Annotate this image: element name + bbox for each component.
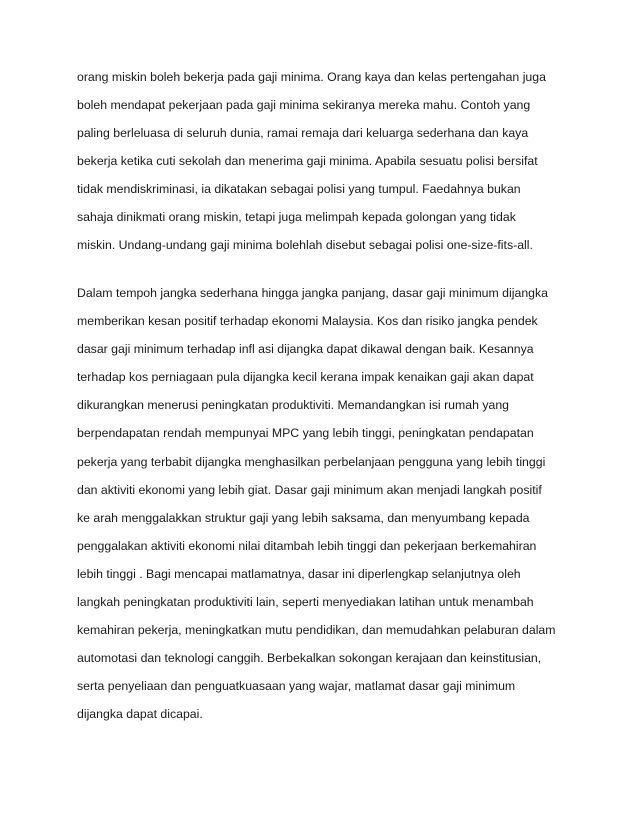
text-line: langkah peningkatan produktiviti lain, seperti menyediakan latihan untuk menambah <box>77 595 534 609</box>
text-line: penggalakan aktiviti ekonomi nilai ditambah lebih tinggi dan pekerjaan berkemahiran <box>77 539 537 553</box>
text-line: bekerja ketika cuti sekolah dan menerima gaji minima. Apabila sesuatu polisi bersifat <box>77 154 538 168</box>
text-line: automotasi dan teknologi canggih. Berbekalkan sokongan kerajaan dan keinstitusian, <box>77 651 542 665</box>
text-line: dan aktiviti ekonomi yang lebih giat. Dasar gaji minimum akan menjadi langkah positif <box>77 483 542 497</box>
text-line: dijangka dapat dicapai. <box>77 707 203 721</box>
text-line: pekerja yang terbabit dijangka menghasilkan perbelanjaan pengguna yang lebih tinggi <box>77 455 546 469</box>
text-line: paling berleluasa di seluruh dunia, ramai remaja dari keluarga sederhana dan kaya <box>77 126 529 140</box>
text-line: Dalam tempoh jangka sederhana hingga jangka panjang, dasar gaji minimum dijangka <box>77 286 548 300</box>
text-line: miskin. Undang-undang gaji minima bolehlah disebut sebagai polisi one-size-fits-all. <box>77 238 533 252</box>
text-line: terhadap kos perniagaan pula dijangka kecil kerana impak kenaikan gaji akan dapat <box>77 370 534 384</box>
text-line: sahaja dinikmati orang miskin, tetapi juga melimpah kepada golongan yang tidak <box>77 210 516 224</box>
text-line: kemahiran pekerja, meningkatkan mutu pendidikan, dan memudahkan pelaburan dalam <box>77 623 556 637</box>
text-line: memberikan kesan positif terhadap ekonomi Malaysia. Kos dan risiko jangka pendek <box>77 314 538 328</box>
text-line: dasar gaji minimum terhadap infl asi dijangka dapat dikawal dengan baik. Kesannya <box>77 342 534 356</box>
text-line: berpendapatan rendah mempunyai MPC yang lebih tinggi, peningkatan pendapatan <box>77 426 534 440</box>
text-line: orang miskin boleh bekerja pada gaji minima. Orang kaya dan kelas pertengahan juga <box>77 70 546 84</box>
text-line: dikurangkan menerusi peningkatan produktiviti. Memandangkan isi rumah yang <box>77 398 510 412</box>
text-line: serta penyeliaan dan penguatkuasaan yang wajar, matlamat dasar gaji minimum <box>77 679 516 693</box>
text-line: lebih tinggi . Bagi mencapai matlamatnya, dasar ini diperlengkap selanjutnya oleh <box>77 567 521 581</box>
text-line: boleh mendapat pekerjaan pada gaji minima sekiranya mereka mahu. Contoh yang <box>77 98 531 112</box>
text-line: ke arah menggalakkan struktur gaji yang lebih saksama, dan menyumbang kepada <box>77 511 530 525</box>
text-line: tidak mendiskriminasi, ia dikatakan sebagai polisi yang tumpul. Faedahnya bukan <box>77 182 521 196</box>
